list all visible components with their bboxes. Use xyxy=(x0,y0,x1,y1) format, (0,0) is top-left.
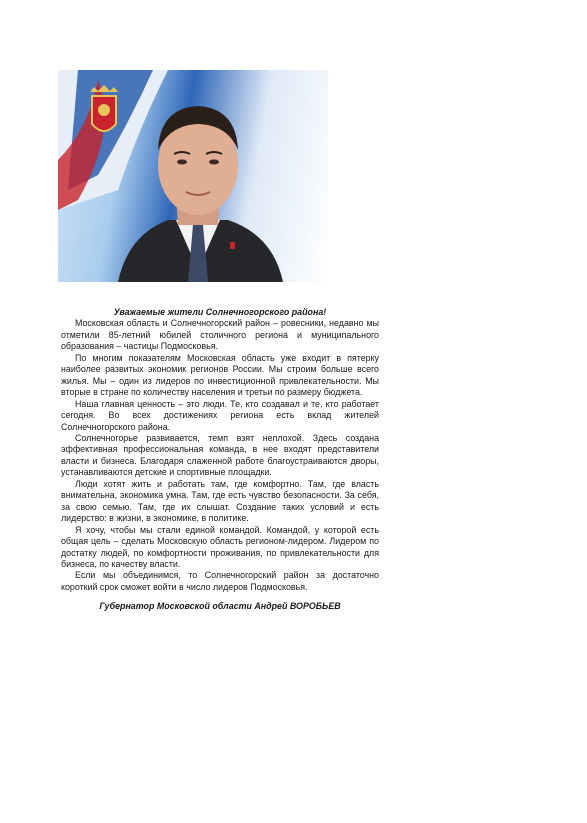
letter-signature: Губернатор Московской области Андрей ВОРОБЬЕВ xyxy=(99,601,341,612)
letter-paragraph: Наша главная ценность – это люди. Те, кто создавал и те, кто работает сегодня. Во всех достижениях региона есть вклад жителей Солнечногорского района. xyxy=(61,398,379,432)
letter-paragraph: Если мы объединимся, то Солнечногорский район за достаточно короткий срок сможет войти в число лидеров Подмосковья. xyxy=(61,570,379,592)
letter-paragraph: Я хочу, чтобы мы стали единой командой. Командой, у которой есть общая цель – сделать Московскую область регионом-лидером. Лидером по достатку людей, по комфортности проживания, по привлекательности для бизнеса, по качеству власти. xyxy=(61,524,379,569)
letter-paragraph: Солнечногорье развивается, темп взят неплохой. Здесь создана эффективная профессиональная команда, в нее входят представители власти и бизнеса. Благодаря слаженной работе благоустраиваются дворы, устанавливаются детские и спортивные площадки. xyxy=(61,432,379,478)
portrait-photo xyxy=(58,70,328,282)
coat-of-arms-icon xyxy=(90,85,118,131)
letter-greeting: Уважаемые жители Солнечногорского района! xyxy=(113,307,327,317)
letter-paragraph: Люди хотят жить и работать там, где комфортно. Там, где власть внимательна, экономика умна. Там, где есть чувство безопасности. За себя, за свою семью. Там, где их слышат. Создание таких условий и есть лидерство: в жизни, в экономике, в политике. xyxy=(61,478,379,524)
portrait-illustration xyxy=(58,70,328,282)
letter-paragraph: Московская область и Солнечногорский район – ровесники, недавно мы отметили 85-летний юбилей столичного региона и муниципального образования – частицы Подмосковья. xyxy=(61,318,379,352)
letter-paragraph: По многим показателям Московская область уже входит в пятерку наиболее развитых экономик регионов России. Мы строим больше всего жилья. Мы – один из лидеров по инвестиционной привлекательности. Мы вторые в стране по количеству населения и третьи по размеру бюджета. xyxy=(61,352,379,398)
letter xyxy=(61,307,379,613)
